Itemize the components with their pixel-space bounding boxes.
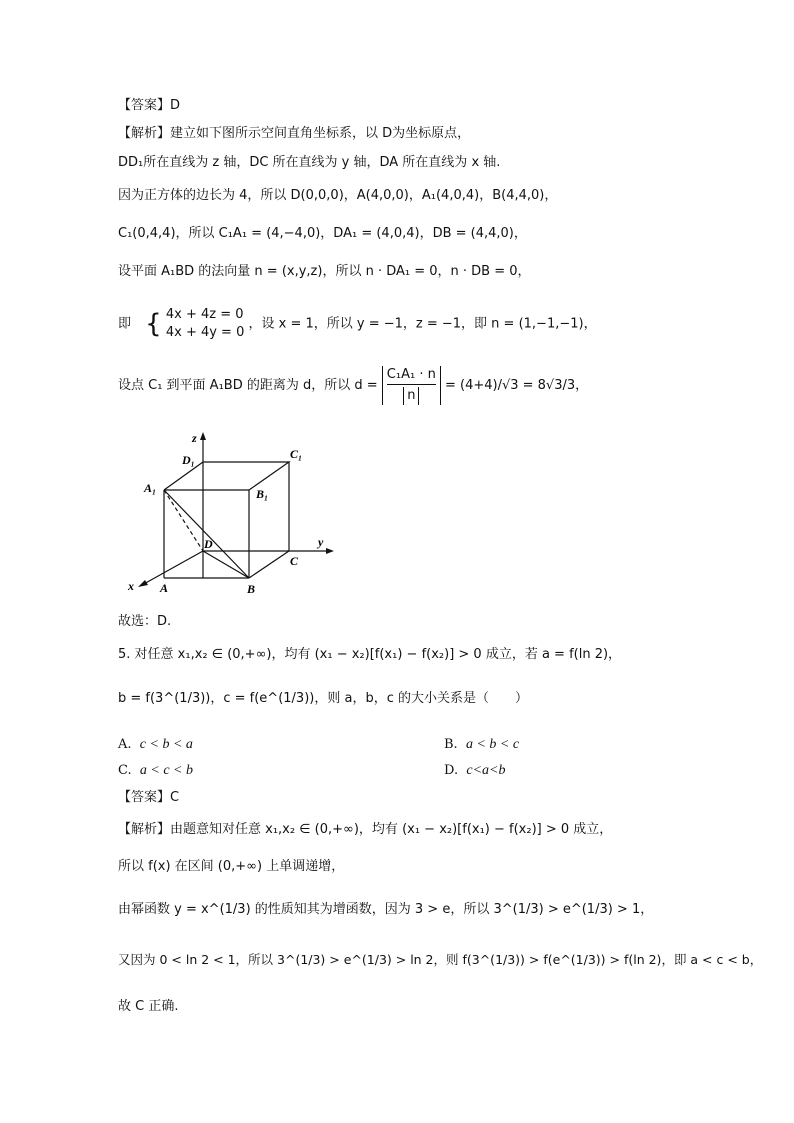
system-equation-1: 4x + 4z = 0	[165, 307, 244, 322]
solution-distance	[118, 366, 588, 405]
option-c	[118, 762, 193, 780]
y-axis-arrow	[326, 548, 334, 554]
distance-prefix: 设点 C₁ 到平面 A₁BD 的距离为 d，所以 d =	[118, 378, 378, 393]
solution-2-line-3: 由幂函数 y = x^(1/3) 的性质知其为增函数，因为 3 > e，所以 3^(1/3) > e^(1/3) > 1，	[118, 902, 654, 917]
solution-2-line-5: 故 C 正确.	[118, 999, 179, 1014]
system-brace: {	[145, 309, 162, 339]
question-5-stem-1: 5. 对任意 x₁,x₂ ∈ (0,+∞)，均有 (x₁ − x₂)[f(x₁) − f(x₂)] > 0 成立，若 a = f(ln 2)，	[118, 647, 622, 662]
system-prefix: 即	[118, 316, 132, 332]
option-b	[444, 736, 519, 754]
answer-line-2: 【答案】C	[118, 790, 180, 805]
answer-line: 【答案】D	[118, 98, 181, 113]
edge-A1D	[164, 490, 203, 551]
label-A: A	[160, 581, 169, 595]
cube-figure	[120, 428, 340, 598]
distance-numerator: C₁A₁ · n	[387, 366, 436, 385]
z-axis-arrow	[200, 432, 206, 440]
solution-coordinates-2: C₁(0,4,4)，所以 C₁A₁ = (4,−4,0)，DA₁ = (4,0,4)，DB = (4,4,0)，	[118, 226, 527, 241]
label-x: x	[128, 579, 134, 593]
distance-denominator: n	[403, 387, 419, 405]
option-d-label: D.	[444, 763, 459, 778]
system-rest: ，设 x = 1，所以 y = −1，z = −1，即 n = (1,−1,−1)，	[248, 316, 597, 332]
solution-conclusion: 故选：D.	[118, 614, 172, 629]
solution-intro: 【解析】建立如下图所示空间直角坐标系，以 D为坐标原点，	[118, 126, 471, 141]
label-z: z	[192, 431, 197, 445]
system-equation-2: 4x + 4y = 0	[165, 325, 245, 340]
option-c-text: a < c < b	[139, 763, 193, 778]
solution-system	[118, 306, 597, 342]
option-a	[118, 736, 193, 754]
label-y: y	[318, 535, 324, 549]
label-A1: A₁	[144, 481, 157, 495]
edge-A1B	[164, 490, 249, 578]
option-a-text: c < b < a	[139, 737, 193, 752]
question-5-stem-2: b = f(3^(1/3))，c = f(e^(1/3))，则 a，b，c 的大小关系是（ ）	[118, 691, 528, 706]
option-b-label: B.	[444, 737, 458, 752]
x-axis	[142, 551, 203, 585]
option-c-label: C.	[118, 763, 132, 778]
solution-2-line-2: 所以 f(x) 在区间 (0,+∞) 上单调递增，	[118, 859, 345, 874]
edge-BC	[249, 551, 289, 578]
option-d	[444, 762, 505, 780]
solution-2-line-1: 【解析】由题意知对任意 x₁,x₂ ∈ (0,+∞)，均有 (x₁ − x₂)[f(x₁) − f(x₂)] > 0 成立，	[118, 822, 613, 837]
solution-axes: DD₁所在直线为 z 轴，DC 所在直线为 y 轴，DA 所在直线为 x 轴.	[118, 155, 501, 170]
label-B1: B₁	[256, 487, 269, 501]
solution-2-line-4: 又因为 0 < ln 2 < 1，所以 3^(1/3) > e^(1/3) > ln 2，则 f(3^(1/3)) > f(e^(1/3)) > f(ln 2)，即 a < c < b，	[118, 952, 763, 967]
option-b-text: a < b < c	[465, 737, 520, 752]
label-C1: C₁	[290, 447, 303, 461]
solution-normal-vector: 设平面 A₁BD 的法向量 n = (x,y,z)，所以 n · DA₁ = 0，n · DB = 0，	[118, 264, 531, 279]
label-C: C	[290, 554, 299, 568]
x-axis-arrow	[138, 580, 148, 587]
label-D: D	[204, 537, 213, 551]
label-B: B	[247, 582, 256, 596]
distance-rest: = (4+4)/√3 = 8√3/3，	[444, 378, 589, 393]
label-D1: D₁	[182, 453, 195, 467]
distance-fraction	[382, 366, 441, 405]
option-a-label: A.	[118, 737, 132, 752]
solution-coordinates-1: 因为正方体的边长为 4，所以 D(0,0,0)，A(4,0,0)，A₁(4,0,4)，B(4,4,0)，	[118, 188, 558, 203]
option-d-text: c<a<b	[466, 763, 506, 778]
